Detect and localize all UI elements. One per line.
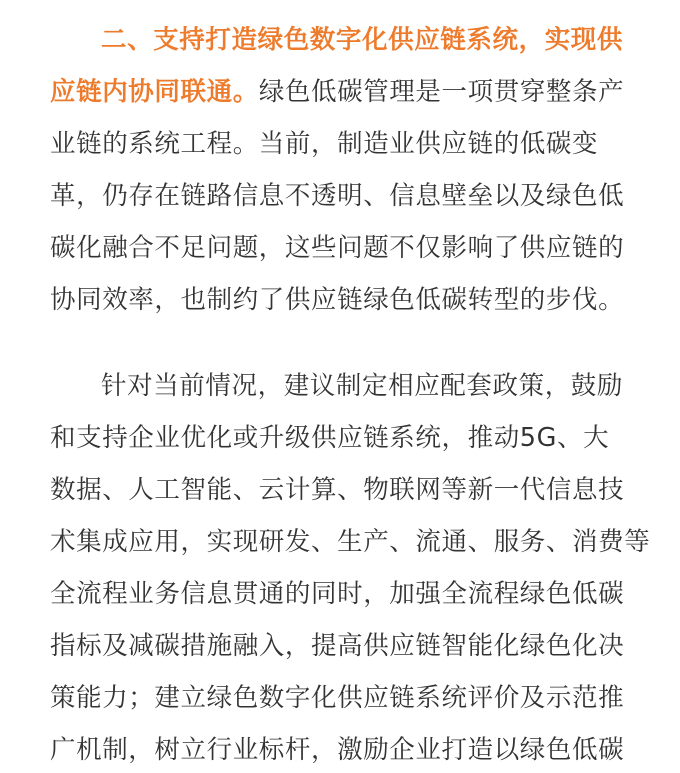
body-text: 术集成应用，实现研发、生产、流通、服务、消费等 (50, 527, 651, 557)
body-text: 革，仍存在链路信息不透明、信息壁垒以及绿色低 (50, 181, 625, 211)
body-text: 业链的系统工程。当前，制造业供应链的低碳变 (50, 129, 599, 159)
paragraph-line (50, 678, 624, 718)
highlight-heading: 应链内协同联通。 (50, 77, 259, 107)
body-text: 针对当前情况，建议制定相应配套政策，鼓励 (101, 371, 624, 401)
highlight-heading: 二、支持打造绿色数字化供应链系统，实现供 (101, 25, 624, 55)
body-text: 协同效率，也制约了供应链绿色低碳转型的步伐。 (50, 285, 625, 315)
paragraph-line (50, 418, 609, 458)
paragraph-line (50, 72, 624, 112)
paragraph-line (101, 366, 623, 406)
body-text: 绿色低碳管理是一项贯穿整条产 (258, 77, 625, 107)
paragraph-line (50, 470, 624, 510)
paragraph-line (101, 20, 623, 60)
body-text: 碳化融合不足问题，这些问题不仅影响了供应链的 (50, 233, 625, 263)
paragraph-line (50, 574, 624, 614)
body-text: 指标及减碳措施融入，提高供应链智能化绿色化决 (50, 631, 625, 661)
paragraph-line (50, 730, 624, 770)
paragraph-line (50, 626, 624, 666)
paragraph-line (50, 176, 624, 216)
body-text: 和支持企业优化或升级供应链系统，推动5G、大 (50, 423, 610, 453)
body-text: 数据、人工智能、云计算、物联网等新一代信息技 (50, 475, 625, 505)
body-text: 策能力；建立绿色数字化供应链系统评价及示范推 (50, 683, 625, 713)
body-text: 全流程业务信息贯通的同时，加强全流程绿色低碳 (50, 579, 625, 609)
body-text: 广机制，树立行业标杆，激励企业打造以绿色低碳 (50, 735, 625, 765)
paragraph-line (50, 228, 624, 268)
paragraph-line (50, 280, 624, 320)
paragraph-line (50, 522, 650, 562)
paragraph-line (50, 124, 598, 164)
